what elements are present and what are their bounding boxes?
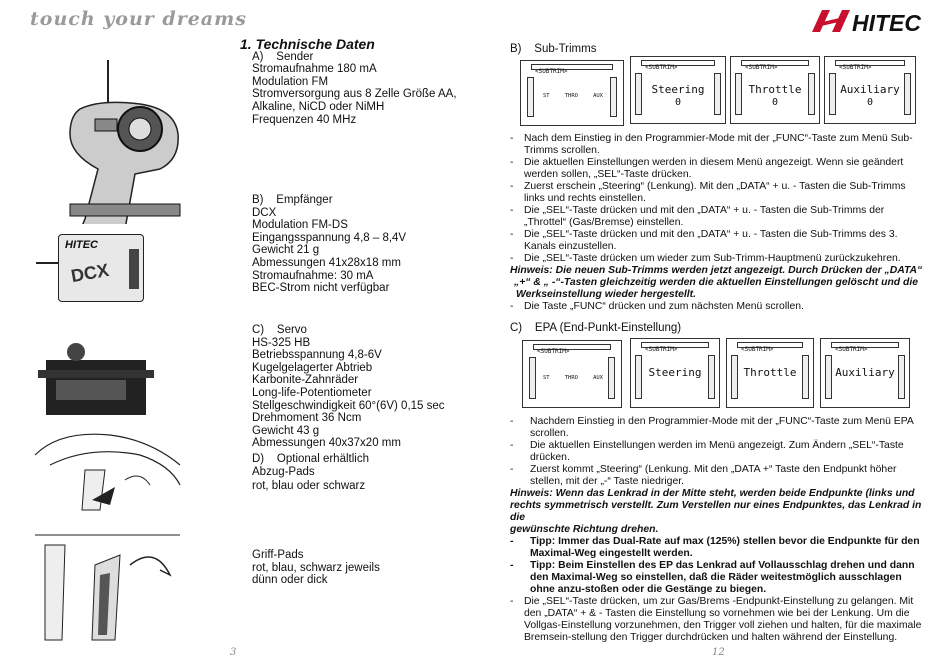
receiver-specs (252, 194, 482, 295)
sender-heading: A) Sender (252, 50, 314, 63)
spec-line: Drehmoment 36 Ncm (252, 412, 362, 425)
spec-line: Abmessungen 40x37x20 mm (252, 437, 401, 450)
receiver-heading: B) Empfänger (252, 194, 333, 206)
left-text-column (240, 38, 480, 126)
list-item: Zuerst erschein „Steering“ (Lenkung). Mit den „DATA“ + u. - Tasten die Sub-Trimms links und rechts einstellen. (524, 181, 906, 204)
list-item: Die „SEL“-Taste drücken und mit den „DATA“ + u. - Tasten die Sub-Trimms der „Throttel“ (Gas/Bremse) einstellen. (524, 205, 885, 228)
spec-line: Long-life-Potentiometer (252, 386, 372, 399)
lcd-screen-overview: <SUBTRIM> ST THRO AUX (520, 60, 624, 126)
epa-heading: C) EPA (End-Punkt-Einstellung) (510, 322, 682, 334)
servo-specs (252, 324, 482, 450)
spec-line: Stromversorgung aus 8 Zelle Größe AA, (252, 88, 457, 101)
page-number-left: 3 (230, 647, 237, 658)
receiver-model: DCX (69, 259, 111, 287)
optional-heading: D) Optional erhältlich (252, 453, 369, 465)
spec-line: Gewicht 21 g (252, 244, 320, 257)
lcd-screen-auxiliary: <SUBTRIM> Auxiliary 0 (824, 56, 916, 124)
lcd-screen-throttle: <SUBTRIM> Throttle 0 (730, 56, 820, 124)
spec-line: dünn oder dick (252, 574, 328, 587)
page-number-right: 12 (712, 647, 725, 658)
illustration-column (30, 40, 208, 640)
spec-line: Eingangsspannung 4,8 – 8,4V (252, 231, 407, 244)
spec-line: Stromaufnahme 180 mA (252, 63, 377, 76)
list-item: Nach dem Einstieg in den Programmier-Mode mit der „FUNC“-Taste zum Menü Sub-Trimms scrollen. (524, 133, 913, 156)
spec-line: rot, blau oder schwarz (252, 480, 366, 493)
note-line: gewünschte Richtung drehen. (510, 524, 659, 535)
grip-pad-illustration (30, 525, 200, 650)
servo-heading: C) Servo (252, 324, 307, 336)
spec-line: Alkaline, NiCD oder NiMH (252, 100, 385, 113)
note-line: Werkseinstellung wieder hergestellt. (516, 289, 696, 300)
spec-line: Abmessungen 41x28x18 mm (252, 256, 401, 269)
list-item: Die Taste „FUNC“ drücken und zum nächsten Menü scrollen. (524, 301, 804, 312)
tip-item: Tipp: Immer das Dual-Rate auf max (125%) stellen bevor die Endpunkte für den Maximal-Weg eingestellt werden. (530, 536, 920, 559)
spec-line: Modulation FM-DS (252, 219, 348, 232)
epa-lcd-throttle: <SUBTRIM> Throttle (726, 338, 814, 408)
epa-lcd-auxiliary: <SUBTRIM> Auxiliary (820, 338, 910, 408)
servo-illustration (36, 340, 156, 420)
subtrim-instructions: - Nach dem Einstieg in den Programmier-Mode mit der „FUNC“-Taste zum Menü Sub-Trimms scrollen. - Die aktuellen Einstellungen werden in diesem Menü angezeigt. Wenn sie geändert werden sollen, „SEL“-Taste drücken. - Zuerst erschein „Steering“ (Lenkung). Mit den „DATA“ + u. - Tasten die Sub-Trimms links und rechts einstellen. - Die „SEL“-Taste drücken und mit den „DATA“ + u. - Tasten die Sub-Trimms der „Throttel“ (Gas/Bremse) einstellen. - Die „SEL“-Taste drücken und mit den „DATA“ + u. - Tasten die Sub-Trimms des 3. Kanals einzustellen. - Die „SEL“-Taste drücken um wieder zum Sub-Trimm-Hauptmenü zurückzukehren. Hinweis: Die neuen Sub-Trimms werden jetzt angezeigt. Durch Drücken der „DATA“ „+“ & „ -“-Tasten gleichzeitig werden die aktuellen Einstellungen gelöscht und die Werkseinstellung wieder hergestellt. - Die Taste „FUNC“ drücken und zum nächsten Menü scrollen. (510, 133, 925, 313)
page-title: 1. Technische Daten (240, 36, 375, 52)
slogan: touch your dreams (30, 8, 247, 30)
transmitter-illustration (40, 54, 200, 224)
spec-line: Karbonite-Zahnräder (252, 374, 359, 387)
spec-line: Abzug-Pads (252, 465, 315, 478)
list-item: Die aktuellen Einstellungen werden im Menü angezeigt. Zum Ändern „SEL“-Taste drücken. (530, 440, 904, 463)
spec-line: Griff-Pads (252, 549, 304, 561)
spec-line: Kugelgelagerter Abtrieb (252, 361, 373, 374)
epa-lcd-overview: <SUBTRIM> ST THRO AUX (522, 340, 622, 408)
tip-item: Tipp: Beim Einstellen des EP das Lenkrad auf Vollausschlag drehen und dann den Maximal-Weg so einstellen, daß die Räder weitestmöglich ausschlagen ohne anzu-stoßen oder die Gestänge zu biegen. (530, 560, 915, 595)
grip-specs (252, 549, 482, 587)
list-item: Nachdem Einstieg in den Programmier-Mode mit der „FUNC“-Taste zum Menü EPA scrollen. (530, 416, 914, 439)
trigger-pad-illustration (30, 425, 200, 520)
list-item: Zuerst kommt „Steering“ (Lenkung. Mit den „DATA +“ Taste den Endpunkt höher stellen, mit der „-“ Taste niedriger. (530, 464, 897, 487)
note-line: Hinweis: Die neuen Sub-Trimms werden jetzt angezeigt. Durch Drücken der „DATA“ (510, 265, 923, 276)
receiver-brand: HITEC (65, 239, 98, 251)
list-item: Die „SEL“-Taste drücken, um zur Gas/Brems -Endpunkt-Einstellung zu gelangen. Mit den „DATA“ + & - Tasten die Einstellung so vornehmen wie bei der Lenkung. Um die Vollgas-Einstellung vorzunehmen, den Trigger voll ziehen und halten, für die maximale Bremsein-stellung den Trigger durchdrücken und halten während der Einstellung. (524, 596, 922, 643)
subtrim-heading: B) Sub-Trimms (510, 43, 597, 55)
logo-text: HITEC (852, 10, 921, 36)
spec-line: HS-325 HB (252, 336, 311, 349)
note-line: „+“ & „ -“-Tasten gleichzeitig werden die aktuellen Einstellungen gelöscht und die (514, 277, 919, 288)
spec-line: Stromaufnahme: 30 mA (252, 269, 374, 282)
spec-line: rot, blau, schwarz jeweils (252, 561, 380, 574)
list-item: Die aktuellen Einstellungen werden in diesem Menü angezeigt. Wenn sie geändert werden sollen, „SEL“-Taste drücken. (524, 157, 904, 180)
optional-specs (252, 453, 482, 493)
epa-lcd-steering: <SUBTRIM> Steering (630, 338, 720, 408)
list-item: Die „SEL“-Taste drücken um wieder zum Sub-Trimm-Hauptmenü zurückzukehren. (524, 253, 901, 264)
receiver-illustration (58, 234, 144, 302)
epa-instructions: - Nachdem Einstieg in den Programmier-Mode mit der „FUNC“-Taste zum Menü EPA scrollen. - Die aktuellen Einstellungen werden im Menü angezeigt. Zum Ändern „SEL“-Taste drücken. - Zuerst kommt „Steering“ (Lenkung. Mit den „DATA +“ Taste den Endpunkt höher stellen, mit der „-“ Taste niedriger. Hinweis: Wenn das Lenkrad in der Mitte steht, werden beide Endpunkte (links und rechts symmetrisch verstellt. Zum Verstellen nur eines Endpunktes, das Lenkrad in die gewünschte Richtung drehen. - Tipp: Immer das Dual-Rate auf max (125%) stellen bevor die Endpunkte für den Maximal-Weg eingestellt werden. - Tipp: Beim Einstellen des EP das Lenkrad auf Vollausschlag drehen und dann den Maximal-Weg so einstellen, daß die Räder weitestmöglich ausschlagen ohne anzu-stoßen oder die Gestänge zu biegen. - Die „SEL“-Taste drücken, um zur Gas/Brems -Endpunkt-Einstellung zu gelangen. Mit den „DATA“ + & - Tasten die Einstellung so vornehmen wie bei der Lenkung. Um die Vollgas-Einstellung vorzunehmen, den Trigger voll ziehen und halten, für die maximale Bremsein-stellung den Trigger durchdrücken und halten während der Einstellung. (510, 416, 925, 644)
spec-line: BEC-Strom nicht verfügbar (252, 282, 390, 295)
spec-line: Modulation FM (252, 75, 329, 88)
note-line: rechts symmetrisch verstellt. Zum Verstellen nur eines Endpunktes, das Lenkrad in die (510, 500, 922, 523)
spec-line: Betriebsspannung 4,8-6V (252, 349, 382, 362)
spec-line: DCX (252, 206, 277, 219)
spec-line: Stellgeschwindigkeit 60°(6V) 0,15 sec (252, 399, 445, 412)
lcd-screen-steering: <SUBTRIM> Steering 0 (630, 56, 726, 124)
list-item: Die „SEL“-Taste drücken und mit den „DATA“ + u. - Tasten die Sub-Trimms des 3. Kanals einzustellen. (524, 229, 898, 252)
note-line: Hinweis: Wenn das Lenkrad in der Mitte steht, werden beide Endpunkte (links und (510, 488, 915, 499)
spec-line: Frequenzen 40 MHz (252, 113, 357, 126)
spec-line: Gewicht 43 g (252, 424, 320, 437)
hitec-logo (810, 6, 928, 36)
